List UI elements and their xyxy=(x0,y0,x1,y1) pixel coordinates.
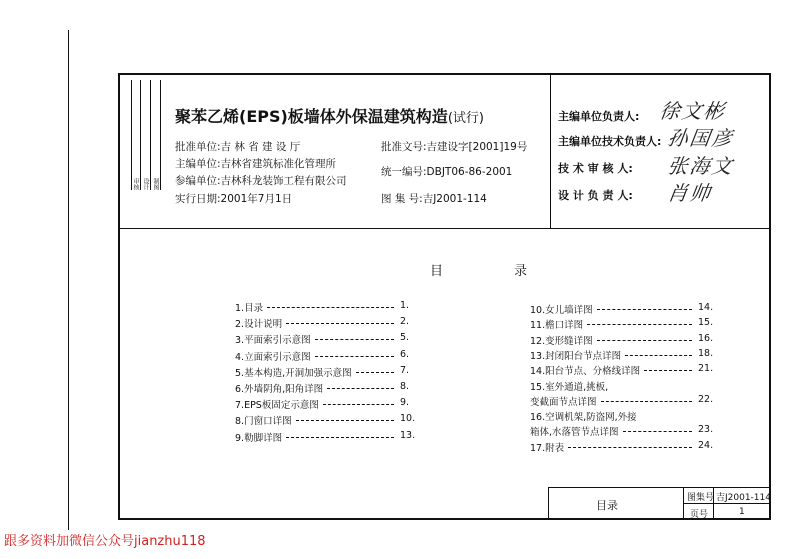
toc-leader xyxy=(623,431,692,433)
toc-leader xyxy=(323,404,394,406)
toc-item xyxy=(235,300,420,316)
side-strip-line xyxy=(140,80,141,190)
toc-item-page: 9. xyxy=(400,397,410,409)
toc-item-label: 2.设计说明 xyxy=(235,319,283,331)
toc-leader xyxy=(597,309,692,311)
toc-item-page: 15. xyxy=(698,317,714,329)
toc-item xyxy=(530,302,718,317)
responsible-label: 技 术 审 核 人: xyxy=(558,162,633,175)
title-block-name: 目录 xyxy=(596,499,618,512)
side-strip-line xyxy=(150,80,151,190)
toc-item xyxy=(530,363,718,378)
title-block-left xyxy=(548,487,549,519)
toc-item xyxy=(530,333,718,348)
toc-item-label: 4.立面索引示意图 xyxy=(235,351,311,363)
toc-item-label: 13.封闭阳台节点详图 xyxy=(530,350,622,362)
toc-item xyxy=(235,316,420,332)
title-block-atlas-label: 图集号 xyxy=(687,493,715,503)
side-label: 审核 xyxy=(132,178,139,190)
toc-item-label: 14.阳台节点、分格线详图 xyxy=(530,366,641,378)
toc-item xyxy=(235,365,420,381)
effective-date: 实行日期:2001年7月1日 xyxy=(175,193,293,205)
toc-item-label: 1.目录 xyxy=(235,303,264,314)
signature: 张海文 xyxy=(666,154,736,178)
toc-leader xyxy=(597,340,692,342)
title-block-atlas-value: 吉J2001-114 xyxy=(716,493,771,503)
approval-doc: 批准文号:吉建设字[2001]19号 xyxy=(381,141,528,153)
title-block-middle xyxy=(683,503,770,504)
toc-leader xyxy=(327,388,394,390)
toc-item-label: 11.檐口详图 xyxy=(530,320,584,332)
responsible-label: 设 计 负 责 人: xyxy=(558,189,633,202)
toc-item xyxy=(235,413,420,429)
side-strip-line xyxy=(131,80,132,190)
toc-item-page: 1. xyxy=(400,300,410,311)
toc-item xyxy=(235,430,420,446)
binding-line xyxy=(68,30,69,530)
toc-item-label: 8.门窗口详图 xyxy=(235,416,292,428)
toc-leader xyxy=(568,447,692,449)
toc-item-label: 变截面节点详图 xyxy=(530,396,597,408)
toc-item-page: 8. xyxy=(400,381,410,392)
toc-item-label: 10.女儿墙详图 xyxy=(530,305,593,316)
toc-item-page: 18. xyxy=(698,347,714,359)
toc-leader xyxy=(625,355,692,357)
responsible-label: 主编单位负责人: xyxy=(558,110,640,123)
signature: 孙国彦 xyxy=(666,126,736,150)
toc-item xyxy=(530,409,718,424)
unified-code: 统一编号:DBJT06-86-2001 xyxy=(381,166,513,178)
toc-heading xyxy=(430,260,598,279)
toc-item-label: 箱体,水落管节点详图 xyxy=(530,427,619,439)
toc-item-page: 21. xyxy=(698,363,714,375)
toc-item xyxy=(530,424,718,439)
toc-item-label: 9.勒脚详图 xyxy=(235,432,283,444)
toc-leader xyxy=(601,401,692,403)
toc-item xyxy=(235,349,420,365)
toc-item-label: 6.外墙阴角,阳角详图 xyxy=(235,384,324,395)
document-title: 聚苯乙烯(EPS)板墙体外保温建筑构造(试行) xyxy=(175,107,484,126)
toc-leader xyxy=(587,324,692,326)
toc-item-label: 16.空调机架,防盗网,外接 xyxy=(530,412,637,424)
side-strip-line xyxy=(160,80,161,190)
signature: 徐文彬 xyxy=(658,99,728,123)
toc-item-page: 24. xyxy=(698,439,714,451)
toc-heading-right: 录 xyxy=(514,264,528,279)
toc-item xyxy=(530,379,718,394)
toc-item-page: 6. xyxy=(400,348,410,360)
toc-item-page: 5. xyxy=(400,332,410,344)
toc-item-page: 14. xyxy=(698,302,714,313)
toc-item-page: 22. xyxy=(698,393,714,405)
header-divider xyxy=(119,228,770,229)
toc-item-page: 13. xyxy=(400,429,416,441)
toc-leader xyxy=(356,372,394,374)
toc-item xyxy=(530,440,718,455)
signature: 肖帅 xyxy=(666,181,714,205)
toc-item xyxy=(235,397,420,413)
toc-item-page: 7. xyxy=(400,364,410,376)
title-block-top xyxy=(548,487,770,488)
toc-item xyxy=(530,394,718,409)
toc-item-page: 10. xyxy=(400,413,416,425)
atlas-code: 图 集 号:吉J2001-114 xyxy=(381,193,487,205)
toc-heading-left: 目 xyxy=(430,264,444,279)
toc-item xyxy=(235,381,420,397)
toc-item-label: 15.室外通道,挑板, xyxy=(530,381,609,393)
toc-item xyxy=(530,317,718,332)
toc-leader xyxy=(315,356,394,358)
header-vertical-divider xyxy=(550,74,551,228)
toc-leader xyxy=(267,307,394,309)
editor-unit: 主编单位:吉林省建筑标准化管理所 xyxy=(175,158,337,170)
watermark-text: 跟多资料加微信公众号jianzhu118 xyxy=(4,534,206,549)
responsible-label: 主编单位技术负责人: xyxy=(558,135,662,148)
title-block-page-value: 1 xyxy=(739,507,745,517)
side-label: 制图 xyxy=(152,178,159,190)
toc-item xyxy=(235,332,420,348)
toc-item-page: 2. xyxy=(400,316,410,328)
toc-item-page: 16. xyxy=(698,332,714,344)
toc-item-page: 23. xyxy=(698,424,714,436)
toc-item-label: 7.EPS板固定示意图 xyxy=(235,400,319,412)
toc-leader xyxy=(644,370,692,372)
side-label: 设计 xyxy=(142,178,149,190)
toc-item-label: 17.附表 xyxy=(530,442,565,454)
toc-item-label: 3.平面索引示意图 xyxy=(235,335,311,347)
approval-unit: 批准单位:吉 林 省 建 设 厅 xyxy=(175,141,301,153)
toc-item-label: 12.变形缝详图 xyxy=(530,335,593,347)
toc-item-label: 5.基本构造,开洞加强示意图 xyxy=(235,367,352,379)
toc-leader xyxy=(286,437,394,439)
toc-leader xyxy=(315,339,394,341)
toc-leader xyxy=(286,323,394,325)
toc-item xyxy=(530,348,718,363)
participant-unit: 参编单位:吉林科龙装饰工程有限公司 xyxy=(175,175,347,187)
toc-leader xyxy=(296,420,394,422)
title-block-page-label: 页号 xyxy=(690,510,709,520)
